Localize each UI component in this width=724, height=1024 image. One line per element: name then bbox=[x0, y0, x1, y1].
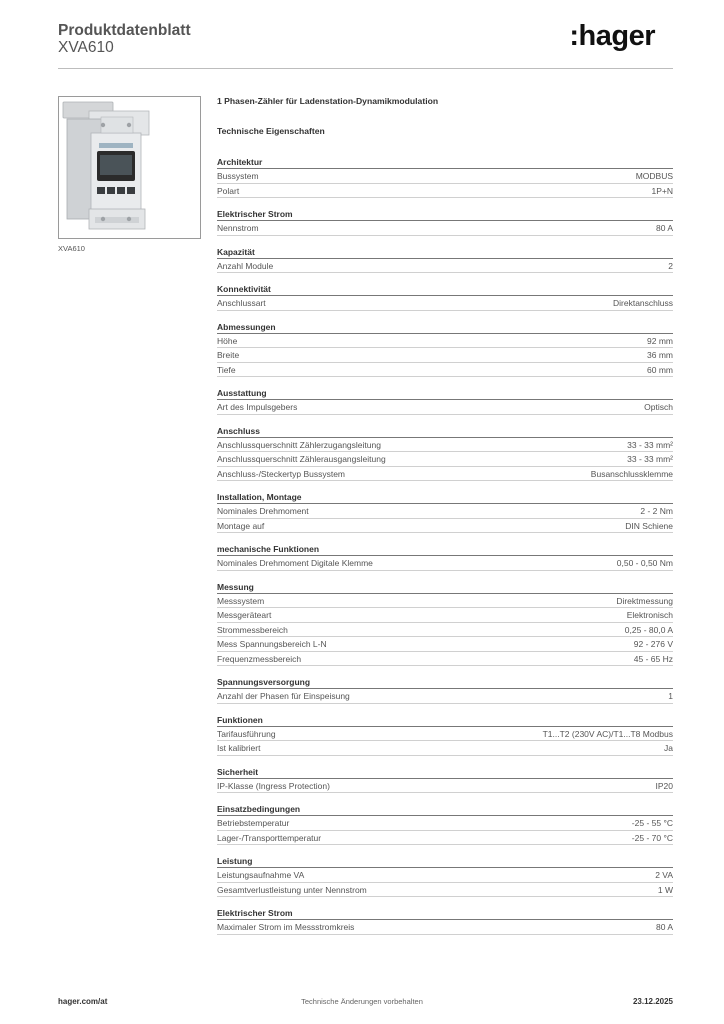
spec-value: 80 A bbox=[655, 223, 673, 233]
footer-website: hager.com/at bbox=[58, 997, 108, 1006]
spec-group bbox=[217, 208, 673, 236]
spec-label: Breite bbox=[217, 350, 240, 360]
spec-label: Tarifausführung bbox=[217, 728, 276, 739]
spec-group-title: Konnektivität bbox=[217, 283, 673, 296]
spec-value: 0,50 - 0,50 Nm bbox=[616, 558, 673, 568]
spec-group bbox=[217, 766, 673, 794]
product-code: XVA610 bbox=[58, 39, 114, 56]
spec-row bbox=[217, 519, 673, 534]
spec-label: Nominales Drehmoment bbox=[217, 506, 309, 516]
spec-group bbox=[217, 283, 673, 311]
spec-label: Art des Impulsgebers bbox=[217, 402, 298, 412]
spec-row bbox=[217, 741, 673, 756]
spec-label: Nennstrom bbox=[217, 223, 259, 233]
spec-value: 45 - 65 Hz bbox=[633, 653, 673, 664]
spec-value: Optisch bbox=[644, 402, 673, 412]
spec-value: Direktmessung bbox=[616, 595, 673, 606]
spec-group-title: Elektrischer Strom bbox=[217, 208, 673, 221]
spec-value: Direktanschluss bbox=[613, 298, 673, 308]
spec-label: Frequenzmessbereich bbox=[217, 653, 302, 664]
spec-value: T1...T2 (230V AC)/T1...T8 Modbus bbox=[542, 728, 673, 739]
spec-group bbox=[217, 425, 673, 482]
spec-row bbox=[217, 868, 673, 883]
spec-label: Anschlussquerschnitt Zählerzugangsleitung bbox=[217, 439, 381, 450]
spec-label: Anzahl Module bbox=[217, 260, 274, 271]
spec-value: 2 VA bbox=[655, 870, 673, 880]
spec-value: 60 mm bbox=[647, 364, 673, 375]
spec-value: 33 - 33 mm² bbox=[627, 454, 673, 464]
spec-label: Anschlussart bbox=[217, 298, 266, 308]
spec-value: 80 A bbox=[655, 922, 673, 932]
footer-notice: Technische Änderungen vorbehalten bbox=[301, 997, 423, 1006]
product-image bbox=[58, 96, 201, 239]
spec-label: Ist kalibriert bbox=[217, 743, 261, 753]
spec-row bbox=[217, 556, 673, 571]
spec-row bbox=[217, 594, 673, 609]
spec-label: IP-Klasse (Ingress Protection) bbox=[217, 780, 330, 791]
spec-row bbox=[217, 259, 673, 274]
header-divider bbox=[58, 68, 673, 69]
spec-group-title: Architektur bbox=[217, 156, 673, 169]
spec-value: Ja bbox=[664, 743, 673, 753]
spec-group bbox=[217, 855, 673, 897]
spec-value: 0,25 - 80,0 A bbox=[624, 624, 673, 635]
spec-value: 1P+N bbox=[651, 185, 673, 196]
spec-row bbox=[217, 883, 673, 898]
spec-group bbox=[217, 156, 673, 198]
spec-label: Betriebstemperatur bbox=[217, 818, 290, 828]
spec-row bbox=[217, 169, 673, 184]
spec-group-title: Spannungsversorgung bbox=[217, 676, 673, 689]
spec-label: Mess Spannungsbereich L-N bbox=[217, 639, 327, 649]
spec-group bbox=[217, 246, 673, 274]
spec-row bbox=[217, 221, 673, 236]
spec-row bbox=[217, 400, 673, 415]
spec-value: -25 - 70 °C bbox=[631, 832, 673, 843]
spec-group-title: Sicherheit bbox=[217, 766, 673, 779]
spec-group-title: Messung bbox=[217, 581, 673, 594]
spec-group-title: Funktionen bbox=[217, 714, 673, 727]
spec-row bbox=[217, 623, 673, 638]
spec-value: -25 - 55 °C bbox=[631, 818, 673, 828]
footer-date: 23.12.2025 bbox=[632, 997, 673, 1006]
spec-label: Nominales Drehmoment Digitale Klemme bbox=[217, 558, 373, 568]
spec-value: Elektronisch bbox=[626, 610, 673, 620]
spec-row bbox=[217, 689, 673, 704]
energy-meter-icon bbox=[59, 97, 200, 238]
spec-group-title: Ausstattung bbox=[217, 387, 673, 400]
spec-group-title: Installation, Montage bbox=[217, 491, 673, 504]
spec-group-title: Elektrischer Strom bbox=[217, 907, 673, 920]
spec-group-title: Kapazität bbox=[217, 246, 673, 259]
spec-row bbox=[217, 334, 673, 349]
spec-row bbox=[217, 920, 673, 935]
spec-row bbox=[217, 727, 673, 742]
spec-row bbox=[217, 816, 673, 831]
spec-value: IP20 bbox=[655, 780, 673, 791]
spec-value: 2 - 2 Nm bbox=[640, 506, 673, 516]
spec-group-title: mechanische Funktionen bbox=[217, 543, 673, 556]
spec-value: 92 - 276 V bbox=[633, 639, 673, 649]
spec-label: Tiefe bbox=[217, 364, 236, 375]
spec-row bbox=[217, 467, 673, 482]
spec-label: Leistungsaufnahme VA bbox=[217, 870, 305, 880]
spec-group bbox=[217, 543, 673, 571]
spec-row bbox=[217, 637, 673, 652]
spec-label: Anzahl der Phasen für Einspeisung bbox=[217, 691, 350, 701]
spec-value: DIN Schiene bbox=[625, 520, 673, 531]
spec-value: 36 mm bbox=[647, 350, 673, 360]
spec-row bbox=[217, 184, 673, 199]
section-heading: Technische Eigenschaften bbox=[217, 126, 325, 136]
hager-logo: :hager bbox=[569, 20, 655, 52]
spec-group bbox=[217, 321, 673, 378]
spec-group-title: Leistung bbox=[217, 855, 673, 868]
product-image-caption: XVA610 bbox=[58, 244, 85, 253]
spec-label: Messgeräteart bbox=[217, 610, 272, 620]
spec-groups bbox=[217, 156, 673, 935]
spec-row bbox=[217, 296, 673, 311]
spec-value: 33 - 33 mm² bbox=[627, 439, 673, 450]
spec-label: Montage auf bbox=[217, 520, 265, 531]
spec-row bbox=[217, 608, 673, 623]
spec-label: Maximaler Strom im Messstromkreis bbox=[217, 922, 355, 932]
spec-value: 2 bbox=[668, 260, 673, 271]
spec-label: Höhe bbox=[217, 335, 238, 346]
spec-row bbox=[217, 652, 673, 667]
spec-label: Lager-/Transporttemperatur bbox=[217, 832, 322, 843]
spec-group bbox=[217, 491, 673, 533]
spec-group bbox=[217, 714, 673, 756]
spec-value: MODBUS bbox=[635, 171, 673, 181]
spec-group-title: Abmessungen bbox=[217, 321, 673, 334]
spec-value: Busanschlussklemme bbox=[590, 468, 673, 479]
spec-label: Gesamtverlustleistung unter Nennstrom bbox=[217, 884, 367, 895]
spec-label: Anschlussquerschnitt Zählerausgangsleitung bbox=[217, 454, 386, 464]
spec-label: Strommessbereich bbox=[217, 624, 288, 635]
spec-group bbox=[217, 581, 673, 667]
spec-row bbox=[217, 363, 673, 378]
spec-value: 92 mm bbox=[647, 335, 673, 346]
spec-label: Messsystem bbox=[217, 595, 265, 606]
spec-value: 1 W bbox=[657, 884, 673, 895]
spec-group bbox=[217, 676, 673, 704]
spec-label: Bussystem bbox=[217, 171, 259, 181]
spec-row bbox=[217, 452, 673, 467]
spec-value: 1 bbox=[668, 691, 673, 701]
page-header bbox=[58, 20, 673, 70]
spec-row bbox=[217, 831, 673, 846]
spec-group-title: Anschluss bbox=[217, 425, 673, 438]
spec-row bbox=[217, 504, 673, 519]
spec-group bbox=[217, 387, 673, 415]
spec-group-title: Einsatzbedingungen bbox=[217, 803, 673, 816]
page-title: Produktdatenblatt bbox=[58, 22, 191, 39]
spec-row bbox=[217, 779, 673, 794]
spec-label: Polart bbox=[217, 185, 240, 196]
spec-row bbox=[217, 348, 673, 363]
product-description: 1 Phasen-Zähler für Ladenstation-Dynamikmodulation bbox=[217, 96, 439, 106]
spec-row bbox=[217, 438, 673, 453]
spec-content bbox=[217, 96, 673, 945]
spec-group bbox=[217, 907, 673, 935]
spec-label: Anschluss-/Steckertyp Bussystem bbox=[217, 468, 346, 479]
spec-group bbox=[217, 803, 673, 845]
